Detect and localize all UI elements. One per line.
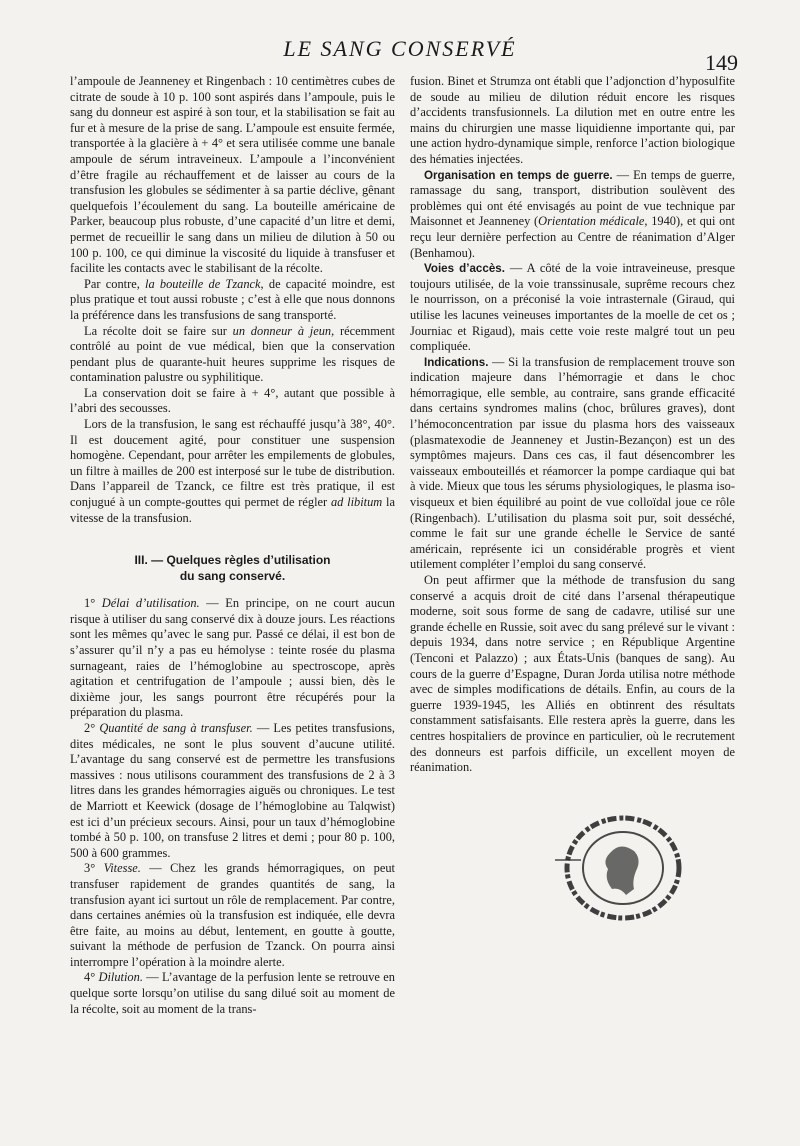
text-run: La récolte doit se faire sur bbox=[84, 323, 233, 338]
running-title: LE SANG CONSERVÉ bbox=[283, 36, 517, 61]
section-heading bbox=[70, 552, 395, 584]
text-run: — L’avantage de la perfusion lente se retrouve en quelque sorte lorsqu’on utilise du sang dilué soit au moment de la récolte, soit au moment de la trans- bbox=[70, 970, 395, 1016]
run-in-heading: Délai d’utilisation. bbox=[101, 596, 200, 611]
italic-term: la bouteille de Tzanck bbox=[145, 276, 261, 291]
text-run: — Les petites transfusions, dites médicales, ne sont le plus souvent d’aucune utilité. L’avantage du sang conservé est de permettre les transfusions massives : nous utilisons couramment des transfusions de 2 à 3 litres dans les grandes hémorragies aiguës ou chroniques. Le test de Marriott et Keewick (dosage de l’hémoglobine au Talqwist) est ici d’un précieux secours. Ainsi, pour un taux d’hémoglobine tombé à 50 p. 100, on transfuse 2 litres et demi ; pour 80 p. 100, 500 à 600 grammes. bbox=[70, 720, 395, 860]
italic-term: un donneur à jeun bbox=[232, 323, 332, 338]
paragraph: fusion. Binet et Strumza ont établi que l’adjonction d’hyposulfite de soude au milieu de dilution réduit encore les risques d’accidents transfusionnels. La dilution met en outre entre les mains du chirurgien une masse liquidienne importante qui, par une action hydro-dynamique simple, renforce l’action biologique des hématies injectées. bbox=[410, 74, 735, 166]
paragraph bbox=[70, 721, 395, 861]
text-run: — Si la transfusion de remplacement trouve son indication majeure dans l’hémorragie et dans le choc hémorragique, elle semble, au contraire, sans grande efficacité dans certains syndromes malins (choc, brûlures graves), dont l’hémoconcentration par issue du plasma hors des vaisseaux (plasmatexodie de Jeanneney et Justin-Bezançon) est un des symptômes majeurs. Dans ces cas, il faut désencombrer les vaisseaux embouteillés et réamorcer la pompe cardiaque qui bat à vide. Mieux que tous les sérums physiologiques, le plasma iso-visqueux et bien équilibré au point de vue colloïdal joue ce rôle (Ringenbach). L’utilisation du plasma soit pur, soit desséché, comme le fait sur une grande échelle le Service de santé américain, représente ici un considérable progrès et vient utilement compléter l’emploi du sang conservé. bbox=[410, 354, 735, 572]
paragraph: La conservation doit se faire à + 4°, autant que possible à l’abri des secousses. bbox=[70, 385, 395, 416]
run-in-heading: Voies d’accès. bbox=[424, 262, 505, 276]
right-column bbox=[410, 74, 735, 776]
left-column bbox=[70, 74, 395, 1017]
paragraph: On peut affirmer que la méthode de transfusion du sang conservé a acquis droit de cité dans l’arsenal thérapeutique moderne, soit sous forme de sang de cadavre, utilisé sur une grande échelle en Russie, soit avec du sang prélevé sur le vivant : depuis 1934, dans notre service ; en République Argentine (Tenconi et Palazzo) ; aux États-Unis (banques de sang). Au cours de la guerre d’Espagne, Duran Jorda utilisa notre méthode avec de simples modifications de détails. Enfin, au cours de la guerre 1939-1945, les Alliés en obtinrent des résultats constamment satisfaisants. Elle restera après la guerre, dans les centres hospitaliers de province en particulier, où le recrutement des donneurs est parfois difficile, un excellent moyen de réanimation. bbox=[410, 573, 735, 775]
italic-term: Orientation médicale bbox=[538, 214, 645, 229]
text-run: — Chez les grands hémorragiques, on peut transfuser rapidement de grandes quantités de sang, la transfusion ayant ici surtout un rôle de remplacement. Par contre, dans certaines anémies où la transfusion est indiquée, elle devra être faite, au moins au début, lentement, en goutte à goutte, suivant la méthode de perfusion de Tzanck. On pourra ainsi interrompre l’opération à la moindre alerte. bbox=[70, 861, 395, 969]
paragraph bbox=[70, 861, 395, 970]
text-run: Par contre, bbox=[84, 276, 146, 291]
paragraph bbox=[70, 596, 395, 721]
text-run: , 1940), et qui ont reçu leur dernière perfection au Centre de réanimation d’Alger (Benhamou). bbox=[410, 214, 735, 260]
page-number: 149 bbox=[705, 50, 738, 75]
run-in-heading: Quantité de sang à transfuser. bbox=[99, 720, 253, 735]
paragraph bbox=[70, 970, 395, 1017]
text-run: la vitesse de la transfusion. bbox=[70, 495, 395, 525]
paragraph bbox=[410, 168, 735, 262]
item-number: 4° bbox=[84, 970, 99, 985]
text-run: , de capacité moindre, est plus pratique et tout aussi robuste ; c’est à elle que nous donnons la préférence dans les transfusions de sang transporté. bbox=[70, 276, 395, 322]
text-run: Lors de la transfusion, le sang est réchauffé jusqu’à 38°, 40°. Il est doucement agité, pour constituer une suspension homogène. Cependant, pour arrêter les empilements de globules, un filtre à mailles de 200 est interposé sur le tube de distribution. Dans l’appareil de Tzanck, ce filtre est très pratique, il est conjugué à un compte-gouttes qui permet de régler bbox=[70, 417, 395, 510]
paragraph bbox=[70, 324, 395, 386]
text-run: — A côté de la voie intraveineuse, presque toujours utilisée, de la voie transsinusale, suprême recours chez le nourrisson, on a préconisé la voie intrasternale (Giraud, qui utilise les lacunes veineuses importantes de la moelle de cet os ; Journiac et Rigaud), mais cette voie reste malgré tout un peu compliquée. bbox=[410, 261, 735, 354]
library-stamp bbox=[555, 808, 685, 926]
paragraph bbox=[70, 277, 395, 324]
paragraph bbox=[410, 355, 735, 573]
text-run: , récemment contrôlé au point de vue médical, bien que la conservation pendant plus de quarante-huit heures supprime les risques de contamination palustre ou syphilitique. bbox=[70, 323, 396, 385]
text-run: — En temps de guerre, ramassage du sang, transport, distribution soulèvent des problèmes qui ont été envisagés au point de vue technique par Maisonnet et Jeanneney ( bbox=[410, 167, 735, 229]
text-run: — En principe, on ne court aucun risque à utiliser du sang conservé dix à douze jours. Les réactions sont les mêmes qu’avec le sang pur. Passé ce délai, il est bon de s’assurer qu’il n’y a pas eu hémolyse : teinte rosée du plasma surnageant, raies de l’hémoglobine au spectroscope, après agitation et centrifugation de l’ampoule ; aussi bien, dès le dixième jour, les sangs pourront être récupérés pour la préparation du plasma. bbox=[70, 596, 395, 720]
paragraph bbox=[70, 417, 395, 526]
run-in-heading: Organisation en temps de guerre. bbox=[424, 168, 613, 182]
paragraph: l’ampoule de Jeanneney et Ringenbach : 10 centimètres cubes de citrate de soude à 10 p. 100 sont aspirés dans l’ampoule, puis le sang du donneur est aspiré à son tour, et la stabilisation se fait au fur et à mesure de la prise de sang. L’ampoule est ensuite fermée, transportée à la glacière à + 4° et sera utilisée comme une banale ampoule de sérum intraveineux. L’ampoule a l’inconvénient d’être fragile au réchauffement et de laisser au cours de la transfusion les globules se sédimenter à sa partie déclive, gênant quelquefois l’écoulement du sang. La bouteille américaine de Parker, beaucoup plus robuste, d’une capacité d’un litre et demi, permet de recueillir le sang dans un milieu de dilution à 50 ou 100 p. 100, ce qui diminue la viscosité du liquide à transfuser et facilite les contacts avec le stabilisant de la récolte. bbox=[70, 74, 395, 276]
item-number: 1° bbox=[84, 596, 102, 611]
stamp-portrait bbox=[605, 846, 638, 895]
section-heading-line: du sang conservé. bbox=[179, 569, 286, 584]
item-number: 2° bbox=[84, 720, 100, 735]
run-in-heading: Indications. bbox=[424, 355, 489, 369]
run-in-heading: Vitesse. bbox=[103, 861, 141, 876]
item-number: 3° bbox=[84, 861, 104, 876]
italic-term: ad libitum bbox=[330, 495, 383, 510]
section-heading-line: III. — Quelques règles d’utilisation bbox=[134, 553, 331, 568]
paragraph bbox=[410, 261, 735, 355]
run-in-heading: Dilution. bbox=[98, 970, 143, 985]
